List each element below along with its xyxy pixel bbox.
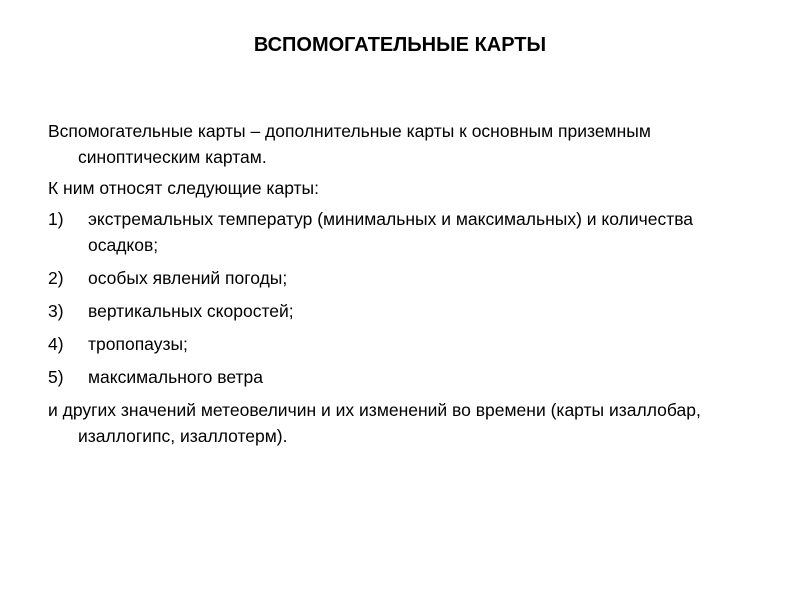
list-item-text: особых явлений погоды; — [88, 268, 288, 288]
list-item-number: 4) — [48, 334, 64, 354]
closing-paragraph: и других значений метеовеличин и их изменений во времени (карты изаллобар, изаллогипс, изаллотерм). — [48, 400, 701, 446]
list-item-number: 1) — [48, 209, 64, 229]
list-item-text: экстремальных температур (минимальных и максимальных) и количества осадков; — [88, 209, 694, 255]
list-item-text: тропопаузы; — [88, 334, 188, 354]
list-item — [48, 298, 728, 324]
list-item-number: 3) — [48, 301, 64, 321]
list-item-number: 5) — [48, 367, 64, 387]
slide-title: ВСПОМОГАТЕЛЬНЫЕ КАРТЫ — [253, 34, 547, 56]
intro-paragraph: Вспомогательные карты – дополнительные карты к основным приземным синоптическим картам. — [48, 121, 651, 167]
list-item-text: вертикальных скоростей; — [88, 301, 294, 321]
list-item — [48, 331, 728, 357]
list-item-text: максимального ветра — [88, 367, 263, 387]
list-item-number: 2) — [48, 268, 64, 288]
slide-body — [48, 118, 728, 454]
list-item — [48, 206, 728, 258]
list-item — [48, 265, 728, 291]
lead-paragraph: К ним относят следующие карты: — [48, 178, 319, 198]
list-item — [48, 364, 728, 390]
